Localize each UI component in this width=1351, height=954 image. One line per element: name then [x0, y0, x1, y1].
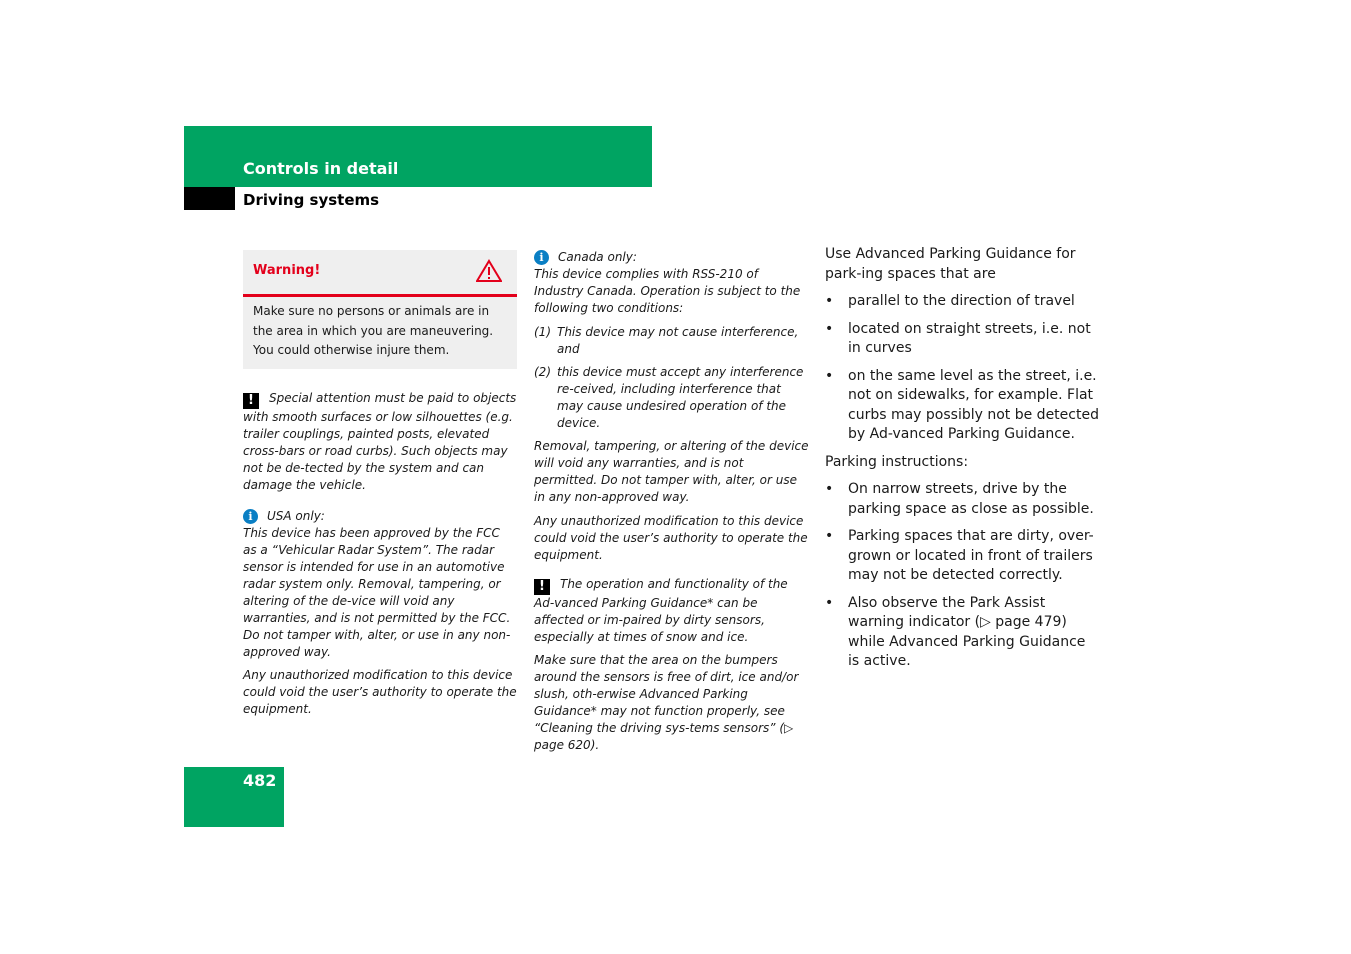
caution-note-text: Special attention must be paid to objects with smooth surfaces or low silhouettes (e.g. trailer couplings, painted posts, elevated cross-bars or road curbs). Such objects may not be de-tected by the system and can damage the vehicle.	[243, 390, 517, 492]
bullet-text: Also observe the Park Assist warning indicator (▷ page 479) while Advanced Parking Guidance is active.	[848, 594, 1086, 669]
column-3	[825, 245, 1101, 672]
condition-number: (2)	[534, 365, 551, 379]
section-tab-marker	[184, 187, 235, 210]
bullet-dot: •	[825, 320, 834, 337]
caution-note	[534, 576, 810, 646]
bullet-item	[825, 594, 1101, 672]
info-icon: i	[534, 250, 549, 265]
condition-text: this device must accept any interference re-ceived, including interference that may cause undesired operation of the device.	[557, 365, 804, 430]
condition-number: (1)	[534, 325, 551, 339]
warning-text: Make sure no persons or animals are in the area in which you are maneuvering. You could otherwise injure them.	[253, 304, 494, 357]
warning-header	[243, 250, 517, 297]
bullet-dot: •	[825, 293, 834, 309]
bullet-text: parallel to the direction of travel	[848, 293, 1075, 309]
bullet-dot: •	[825, 594, 834, 611]
usa-note	[243, 508, 517, 718]
bullet-item	[825, 292, 1101, 312]
warning-box	[243, 250, 517, 369]
warning-label: Warning!	[253, 263, 321, 278]
bullet-text: On narrow streets, drive by the parking space as close as possible.	[848, 481, 1094, 517]
column-2	[534, 249, 810, 754]
bullet-dot: •	[825, 367, 834, 384]
caution-note-text2: Make sure that the area on the bumpers around the sensors is free of dirt, ice and/or slush, oth-erwise Advanced Parking Guidance* may not function properly, see “Cleaning the driving sys-tems sensors” (▷ page 620).	[534, 653, 799, 752]
usa-note-text2: Any unauthorized modification to this device could void the user’s authority to operate the equipment.	[243, 667, 517, 716]
section-title: Controls in detail	[243, 159, 399, 178]
instructions-label: Parking instructions:	[825, 453, 969, 470]
canada-note-text2: Removal, tampering, or altering of the device will void any warranties, and is not permitted. Do not tamper with, alter, or use in any non-approved way.	[534, 439, 809, 504]
exclamation-icon: !	[243, 393, 259, 409]
condition-item	[534, 324, 810, 358]
canada-note-title: Canada only:	[558, 250, 637, 264]
warning-triangle-icon	[476, 259, 502, 283]
bullet-item	[825, 367, 1101, 445]
caution-note	[243, 390, 517, 494]
bullet-text: located on straight streets, i.e. not in curves	[848, 320, 1091, 356]
subsection-title: Driving systems	[243, 191, 380, 209]
bullet-text: on the same level as the street, i.e. not on sidewalks, for example. Flat curbs may possibly not be detected by Ad-vanced Parking Guidance.	[848, 367, 1099, 442]
condition-item	[534, 364, 810, 432]
bullet-dot: •	[825, 481, 834, 497]
bullet-item	[825, 527, 1101, 586]
canada-note-head	[534, 249, 810, 266]
bullet-dot: •	[825, 528, 834, 544]
bullet-item	[825, 320, 1101, 359]
usa-note-title: USA only:	[267, 508, 325, 523]
caution-note-text: The operation and functionality of the Ad-vanced Parking Guidance* can be affected or im-paired by dirty sensors, especially at times of snow and ice.	[534, 577, 788, 644]
usa-note-head	[243, 508, 517, 525]
column-1	[243, 250, 517, 718]
usa-note-text: This device has been approved by the FCC as a “Vehicular Radar System”. The radar sensor is intended for use in an automotive radar system only. Removal, tampering, or altering of the de-vice will void any warranties, and is not permitted by the FCC. Do not tamper with, alter, or use in any non-approved way.	[243, 525, 511, 659]
canada-note-text3: Any unauthorized modification to this device could void the user’s authority to operate the equipment.	[534, 514, 808, 562]
exclamation-icon: !	[534, 579, 550, 595]
intro-text: Use Advanced Parking Guidance for park-ing spaces that are	[825, 246, 1076, 282]
page-number: 482	[243, 771, 277, 790]
condition-text: This device may not cause interference, and	[557, 325, 799, 356]
info-icon: i	[243, 509, 258, 524]
bullet-text: Parking spaces that are dirty, over-grown or located in front of trailers may not be detected correctly.	[848, 528, 1094, 583]
canada-note-text: This device complies with RSS-210 of Industry Canada. Operation is subject to the following two conditions:	[534, 267, 801, 315]
bullet-item	[825, 480, 1101, 519]
